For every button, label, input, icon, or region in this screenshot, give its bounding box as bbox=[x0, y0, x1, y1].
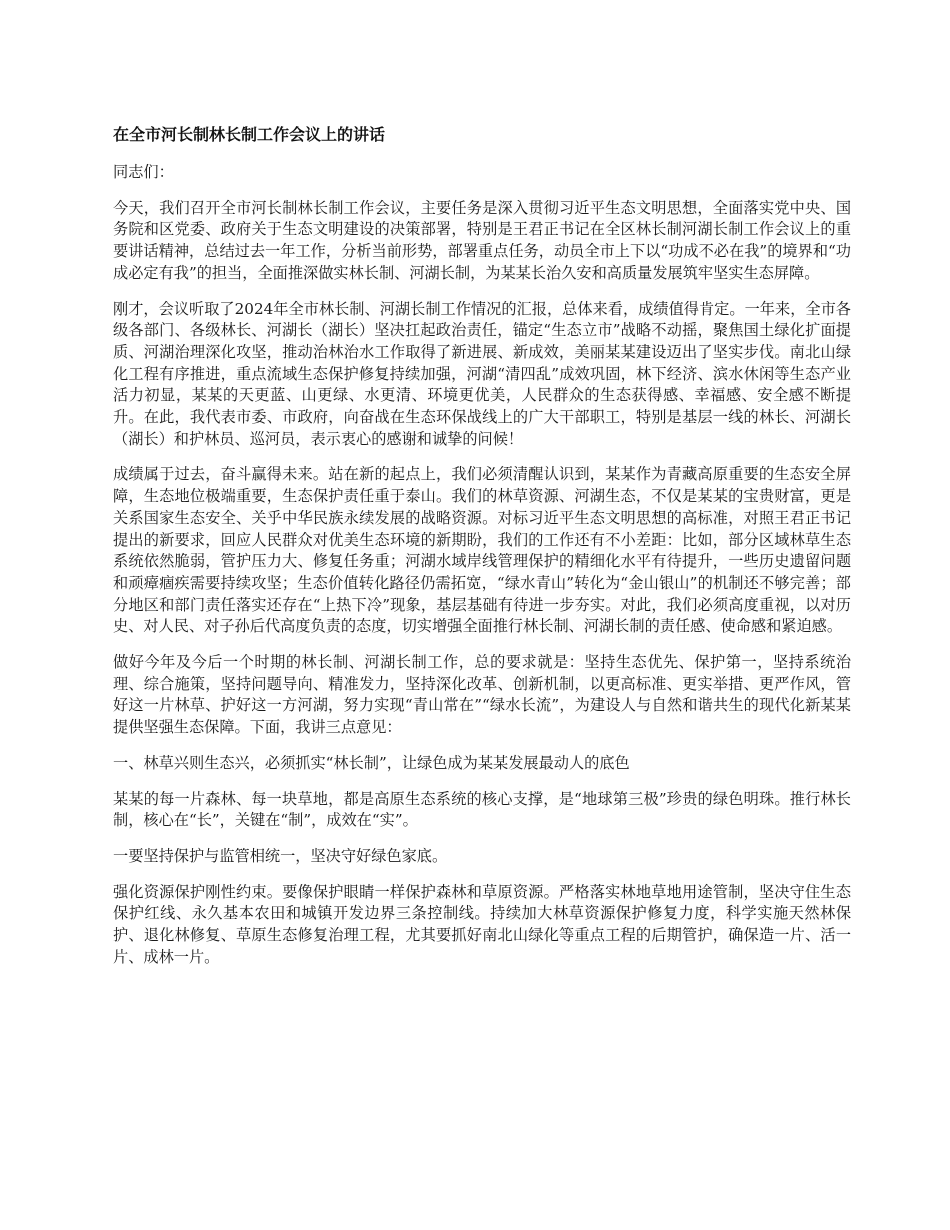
paragraph-achievements: 刚才，会议听取了2024年全市林长制、河湖长制工作情况的汇报，总体来看，成绩值得肯定。一年来，全市各级各部门、各级林长、河湖长（湖长）坚决扛起政治责任，锚定“生态立市”战略不动摇，聚焦国土绿化扩面提质、河湖治理深化攻坚，推动治林治水工作取得了新进展、新成效，美丽某某建设迈出了坚实步伐。南北山绿化工程有序推进，重点流域生态保护修复持续加强，河湖“清四乱”成效巩固，林下经济、滨水休闲等生态产业活力初显，某某的天更蓝、山更绿、水更清、环境更优美，人民群众的生态获得感、幸福感、安全感不断提升。在此，我代表市委、市政府，向奋战在生态环保战线上的广大干部职工，特别是基层一线的林长、河湖长（湖长）和护林员、巡河员，表示衷心的感谢和诚挚的问候！ bbox=[113, 299, 851, 448]
paragraph-intro: 今天，我们召开全市河长制林长制工作会议，主要任务是深入贯彻习近平生态文明思想，全面落实党中央、国务院和区党委、政府关于生态文明建设的决策部署，特别是王君正书记在全区林长制河湖长制工作会议上的重要讲话精神，总结过去一年工作，分析当前形势，部署重点任务，动员全市上下以“功成不必在我”的境界和“功成必定有我”的担当，全面推深做实林长制、河湖长制，为某某长治久安和高质量发展筑牢坚实生态屏障。 bbox=[113, 198, 851, 282]
subheading-1: 一要坚持保护与监管相统一，坚决守好绿色家底。 bbox=[113, 846, 448, 865]
section-heading-1: 一、林草兴则生态兴，必须抓实“林长制”，让绿色成为某某发展最动人的底色 bbox=[113, 753, 630, 772]
paragraph-resource-protection: 强化资源保护刚性约束。要像保护眼睛一样保护森林和草原资源。严格落实林地草地用途管制，坚决守住生态保护红线、永久基本农田和城镇开发边界三条控制线。持续加大林草资源保护修复力度，科学实施天然林保护、退化林修复、草原生态修复治理工程，尤其要抓好南北山绿化等重点工程的后期管护，确保造一片、活一片、成林一片。 bbox=[113, 882, 851, 966]
document-title: 在全市河长制林长制工作会议上的讲话 bbox=[113, 125, 386, 144]
paragraph-requirements: 做好今年及今后一个时期的林长制、河湖长制工作，总的要求就是：坚持生态优先、保护第一，坚持系统治理、综合施策，坚持问题导向、精准发力，坚持深化改革、创新机制，以更高标准、更实举措、更严作风，管好这一片林草、护好这一方河湖，努力实现“青山常在”“绿水长流”，为建设人与自然和谐共生的现代化新某某提供坚强生态保障。下面，我讲三点意见： bbox=[113, 653, 851, 737]
paragraph-forest-grass: 某某的每一片森林、每一块草地，都是高原生态系统的核心支撑，是“地球第三极”珍贵的绿色明珠。推行林长制，核心在“长”，关键在“制”，成效在“实”。 bbox=[113, 789, 851, 830]
salutation: 同志们： bbox=[113, 163, 174, 181]
paragraph-challenges: 成绩属于过去，奋斗赢得未来。站在新的起点上，我们必须清醒认识到，某某作为青藏高原重要的生态安全屏障，生态地位极端重要，生态保护责任重于泰山。我们的林草资源、河湖生态，不仅是某某的宝贵财富，更是关系国家生态安全、关乎中华民族永续发展的战略资源。对标习近平生态文明思想的高标准，对照王君正书记提出的新要求，回应人民群众对优美生态环境的新期盼，我们的工作还有不小差距：比如，部分区域林草生态系统依然脆弱，管护压力大、修复任务重；河湖水域岸线管理保护的精细化水平有待提升，一些历史遗留问题和顽瘴痼疾需要持续攻坚；生态价值转化路径仍需拓宽，“绿水青山”转化为“金山银山”的机制还不够完善；部分地区和部门责任落实还存在“上热下冷”现象，基层基础有待进一步夯实。对此，我们必须高度重视，以对历史、对人民、对子孙后代高度负责的态度，切实增强全面推行林长制、河湖长制的责任感、使命感和紧迫感。 bbox=[113, 465, 851, 636]
document-page bbox=[113, 124, 851, 983]
